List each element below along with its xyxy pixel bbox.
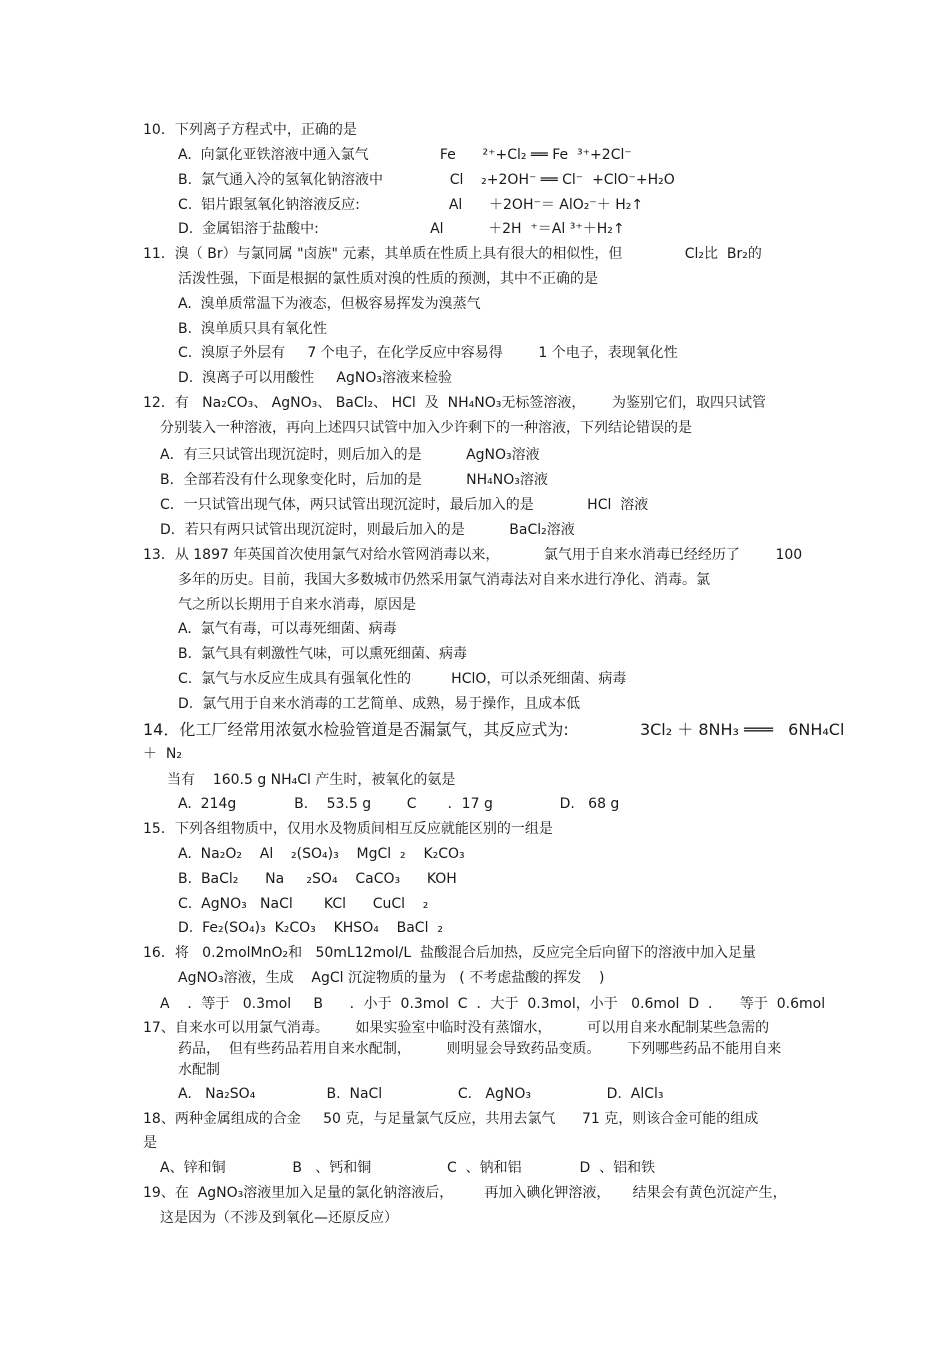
question-18-stem-cont: 是 bbox=[143, 1135, 157, 1151]
question-17-stem-cont-2: 水配制 bbox=[178, 1062, 220, 1078]
question-14-options: A. 214g B． 53.5 g C ．17 g D. 68 g bbox=[178, 796, 620, 812]
question-15-option-c: C. AgNO₃ NaCl KCl CuCl ₂ bbox=[178, 896, 429, 912]
question-12-option-a: A．有三只试管出现沉淀时，则后加入的是 AgNO₃溶液 bbox=[160, 447, 540, 463]
question-10-option-d: D. 金属铝溶于盐酸中: Al ＋2H ⁺＝Al ³⁺＋H₂↑ bbox=[178, 221, 625, 237]
question-16-options: A ．等于 0.3mol B ．小于 0.3mol C ．大于 0.3mol，小于 0.6mol D ． 等于 0.6mol bbox=[160, 996, 826, 1012]
question-14-stem: 14．化工厂经常用浓氨水检验管道是否漏氯气，其反应式为: 3Cl₂ ＋ 8NH₃ ═══ 6NH₄Cl bbox=[143, 720, 845, 739]
question-17-stem-cont-1: 药品， 但有些药品若用自来水配制， 则明显会导致药品变质。 下列哪些药品不能用自来 bbox=[178, 1041, 782, 1057]
question-11-stem: 11．溴（ Br）与氯同属 "卤族" 元素，其单质在性质上具有很大的相似性，但 Cl₂比 Br₂的 bbox=[143, 246, 762, 262]
question-16-stem-cont: AgNO₃溶液，生成 AgCl 沉淀物质的量为 ( 不考虑盐酸的挥发 ) bbox=[178, 970, 605, 986]
question-13-option-d: D. 氯气用于自来水消毒的工艺简单、成熟，易于操作，且成本低 bbox=[178, 696, 581, 712]
question-11-option-d: D. 溴离子可以用酸性 AgNO₃溶液来检验 bbox=[178, 370, 452, 386]
question-17-options: A. Na₂SO₄ B. NaCl C. AgNO₃ D. AlCl₃ bbox=[178, 1086, 664, 1102]
question-11-option-a: A. 溴单质常温下为液态，但极容易挥发为溴蒸气 bbox=[178, 296, 481, 312]
question-11-stem-cont: 活泼性强，下面是根据的氯性质对溴的性质的预测，其中不正确的是 bbox=[178, 271, 598, 287]
question-19-stem: 19、在 AgNO₃溶液里加入足量的氯化钠溶液后， 再加入碘化钾溶液， 结果会有黄色沉淀产生， bbox=[143, 1185, 787, 1201]
question-11-option-c: C. 溴原子外层有 7 个电子，在化学反应中容易得 1 个电子，表现氧化性 bbox=[178, 345, 678, 361]
question-10-option-a: A. 向氯化亚铁溶液中通入氯气 Fe ²⁺+Cl₂ ══ Fe ³⁺+2Cl⁻ bbox=[178, 147, 632, 163]
question-15-option-a: A. Na₂O₂ Al ₂(SO₄)₃ MgCl ₂ K₂CO₃ bbox=[178, 846, 465, 862]
question-13-stem: 13．从 1897 年英国首次使用氯气对给水管网消毒以来， 氯气用于自来水消毒已经经历了 100 bbox=[143, 547, 803, 563]
question-13-stem-cont-1: 多年的历史。目前，我国大多数城市仍然采用氯气消毒法对自来水进行净化、消毒。氯 bbox=[178, 572, 710, 588]
question-16-stem: 16．将 0.2molMnO₂和 50mL12mol/L 盐酸混合后加热，反应完全后向留下的溶液中加入足量 bbox=[143, 945, 757, 961]
question-10-option-c: C. 铝片跟氢氧化钠溶液反应: Al ＋2OH⁻＝ AlO₂⁻＋ H₂↑ bbox=[178, 197, 644, 213]
question-15-option-b: B. BaCl₂ Na ₂SO₄ CaCO₃ KOH bbox=[178, 871, 457, 887]
question-12-option-c: C．一只试管出现气体，两只试管出现沉淀时，最后加入的是 HCl 溶液 bbox=[160, 497, 649, 513]
question-19-stem-cont: 这是因为（不涉及到氧化—还原反应） bbox=[160, 1210, 398, 1226]
question-12-stem-cont: 分别装入一种溶液，再向上述四只试管中加入少许剩下的一种溶液，下列结论错误的是 bbox=[160, 420, 692, 436]
question-12-stem: 12．有 Na₂CO₃、 AgNO₃、 BaCl₂、 HCl 及 NH₄NO₃无标签溶液， 为鉴别它们，取四只试管 bbox=[143, 395, 767, 411]
question-13-option-a: A. 氯气有毒，可以毒死细菌、病毒 bbox=[178, 621, 397, 637]
question-18-options: A、锌和铜 B 、钙和铜 C 、钠和铝 D 、铝和铁 bbox=[160, 1160, 656, 1176]
question-18-stem: 18、两种金属组成的合金 50 克，与足量氯气反应，共用去氯气 71 克，则该合金可能的组成 bbox=[143, 1111, 759, 1127]
question-13-option-b: B. 氯气具有刺激性气味，可以熏死细菌、病毒 bbox=[178, 646, 467, 662]
question-10-stem: 10．下列离子方程式中，正确的是 bbox=[143, 122, 357, 138]
question-14-stem-cont: ＋ N₂ bbox=[143, 746, 182, 762]
question-13-option-c: C. 氯气与水反应生成具有强氧化性的 HClO，可以杀死细菌、病毒 bbox=[178, 671, 627, 687]
question-17-stem: 17、自来水可以用氯气消毒。 如果实验室中临时没有蒸馏水， 可以用自来水配制某些急需的 bbox=[143, 1020, 770, 1036]
question-14-condition: 当有 160.5 g NH₄Cl 产生时，被氧化的氨是 bbox=[167, 772, 456, 788]
question-12-option-b: B．全部若没有什么现象变化时，后加的是 NH₄NO₃溶液 bbox=[160, 472, 548, 488]
question-15-option-d: D. Fe₂(SO₄)₃ K₂CO₃ KHSO₄ BaCl ₂ bbox=[178, 920, 443, 936]
question-10-option-b: B. 氯气通入冷的氢氧化钠溶液中 Cl ₂+2OH⁻ ══ Cl⁻ +ClO⁻+H₂O bbox=[178, 172, 675, 188]
question-12-option-d: D．若只有两只试管出现沉淀时，则最后加入的是 BaCl₂溶液 bbox=[160, 522, 575, 538]
question-15-stem: 15．下列各组物质中，仅用水及物质间相互反应就能区别的一组是 bbox=[143, 821, 553, 837]
question-11-option-b: B. 溴单质只具有氧化性 bbox=[178, 321, 327, 337]
question-13-stem-cont-2: 气之所以长期用于自来水消毒，原因是 bbox=[178, 597, 416, 613]
